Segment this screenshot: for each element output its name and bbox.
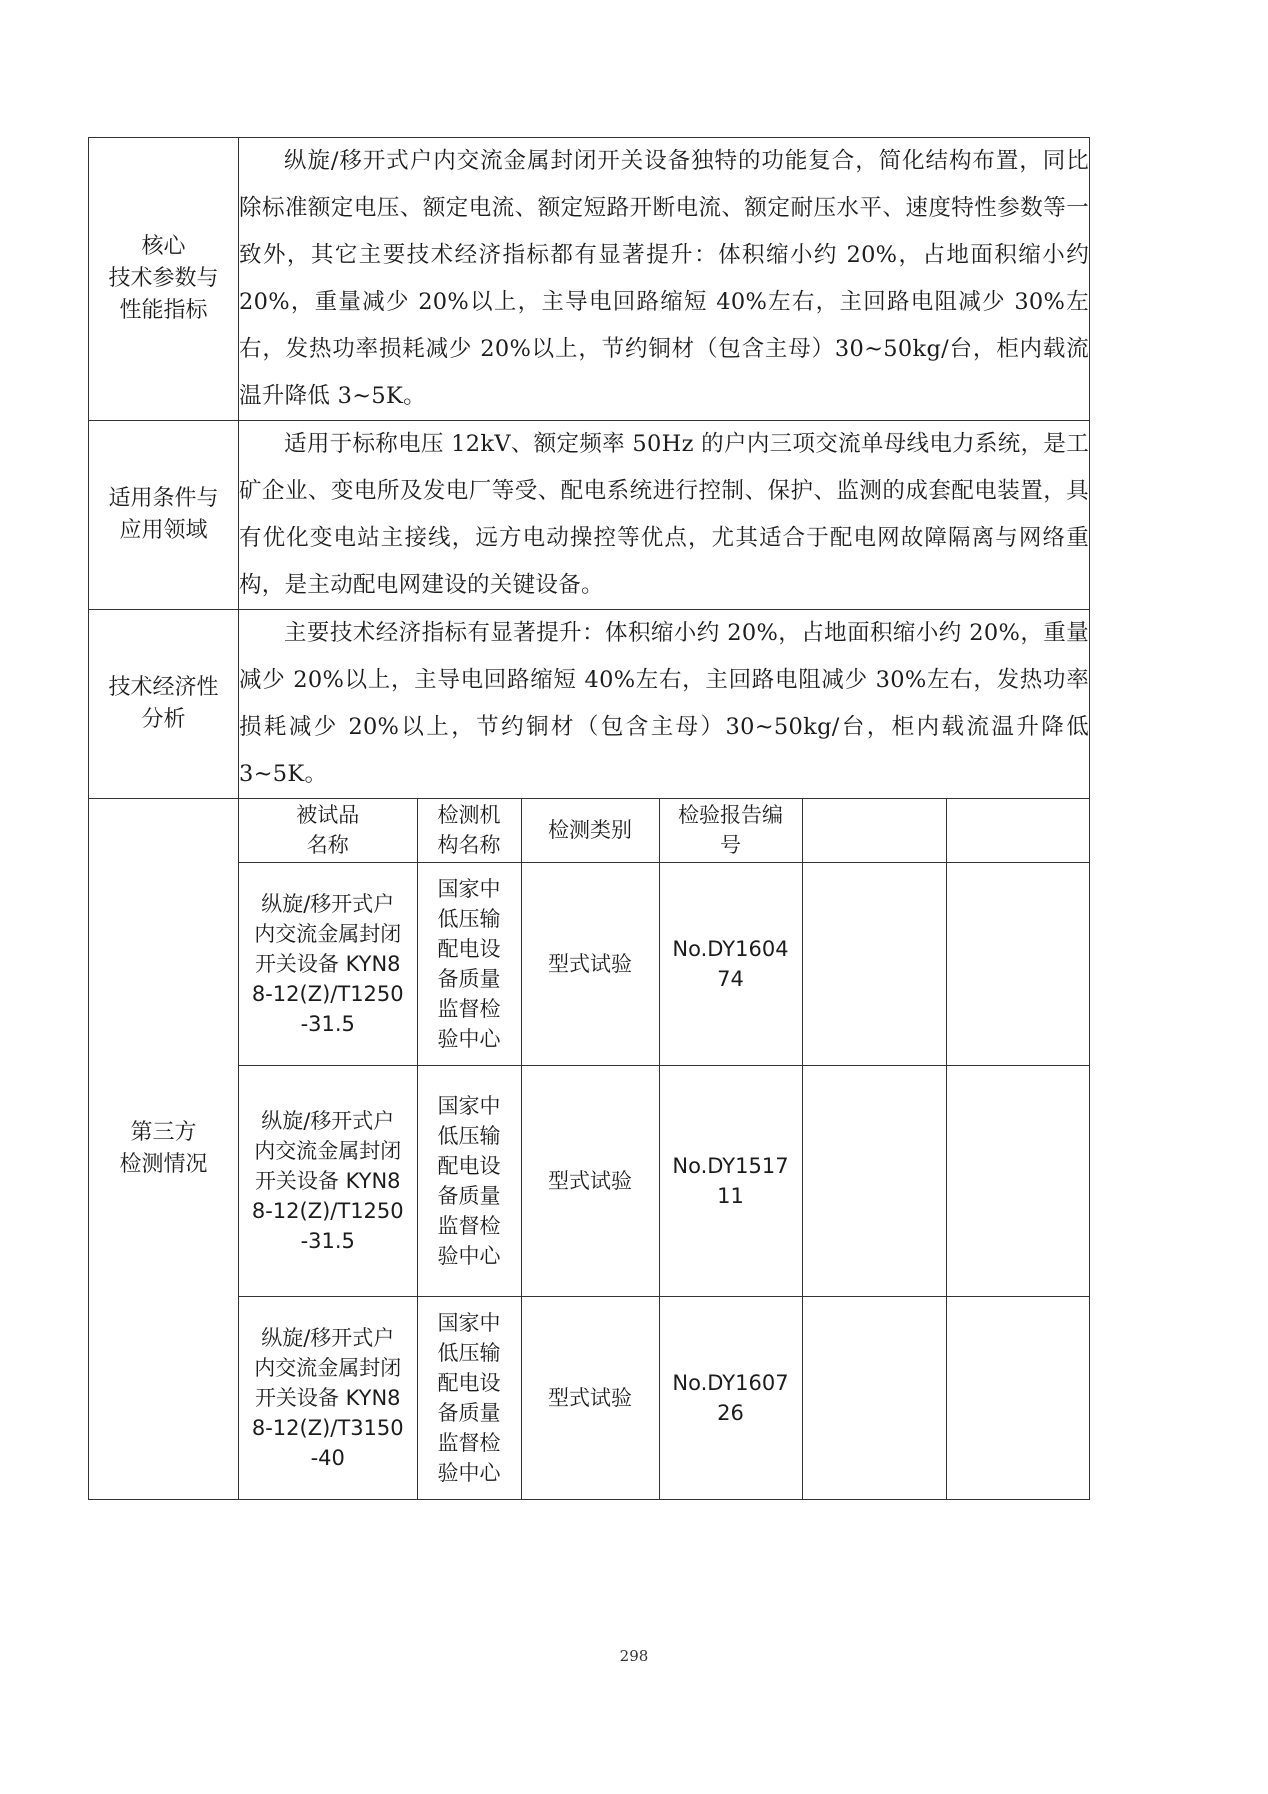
economic-analysis-content	[239, 610, 1090, 799]
table-row	[89, 138, 1090, 421]
table-row	[89, 421, 1090, 610]
sample-name-cell: 纵旋/移开式户内交流金属封闭开关设备 KYN88-12(Z)/T3150-40	[239, 1296, 417, 1499]
report-number-cell: No.DY160474	[659, 862, 802, 1065]
header-test-category: 检测类别	[521, 799, 659, 862]
agency-cell: 国家中低压输配电设备质量监督检验中心	[417, 862, 521, 1065]
row-label-economic-analysis: 技术经济性 分析	[89, 610, 239, 799]
header-empty-2	[946, 799, 1090, 862]
agency-cell: 国家中低压输配电设备质量监督检验中心	[417, 1296, 521, 1499]
agency-cell: 国家中低压输配电设备质量监督检验中心	[417, 1065, 521, 1296]
header-agency-name: 检测机构名称	[417, 799, 521, 862]
applicable-conditions-text: 适用于标称电压 12kV、额定频率 50Hz 的户内三项交流单母线电力系统，是工矿企业、变电所及发电厂等受、配电系统进行控制、保护、监测的成套配电装置，具有优化变电站主接线，远方电动操控等优点，尤其适合于配电网故障隔离与网络重构，是主动配电网建设的关键设备。	[239, 431, 1089, 598]
technical-info-table	[88, 137, 1090, 1500]
empty-cell	[946, 862, 1090, 1065]
page-number: 298	[619, 1647, 649, 1665]
report-number-cell: No.DY151711	[659, 1065, 802, 1296]
header-sample-name: 被试品 名称	[239, 799, 417, 862]
table-row	[89, 799, 1090, 1500]
table-row	[239, 862, 1090, 1065]
table-row	[239, 1065, 1090, 1296]
empty-cell	[802, 862, 946, 1065]
category-cell: 型式试验	[521, 1065, 659, 1296]
category-cell: 型式试验	[521, 1296, 659, 1499]
core-parameters-content	[239, 138, 1090, 421]
table-row	[239, 1296, 1090, 1499]
core-parameters-text: 纵旋/移开式户内交流金属封闭开关设备独特的功能复合，简化结构布置，同比除标准额定电压、额定电流、额定短路开断电流、额定耐压水平、速度特性参数等一致外，其它主要技术经济指标都有显著提升：体积缩小约 20%，占地面积缩小约 20%，重量减少 20%以上，主导电回路缩短 40%左右，主回路电阻减少 30%左右，发热功率损耗减少 20%以上，节约铜材（包含主母）30~50kg/台，柜内载流温升降低 3~5K。	[239, 148, 1089, 409]
empty-cell	[946, 1065, 1090, 1296]
sample-name-cell: 纵旋/移开式户内交流金属封闭开关设备 KYN88-12(Z)/T1250-31.5	[239, 862, 417, 1065]
economic-analysis-text: 主要技术经济指标有显著提升：体积缩小约 20%，占地面积缩小约 20%，重量减少 20%以上，主导电回路缩短 40%左右，主回路电阻减少 30%左右，发热功率损耗减少 20%以上，节约铜材（包含主母）30~50kg/台，柜内载流温升降低 3~5K。	[239, 620, 1089, 787]
row-label-third-party-testing: 第三方 检测情况	[89, 799, 239, 1500]
sample-name-cell: 纵旋/移开式户内交流金属封闭开关设备 KYN88-12(Z)/T1250-31.5	[239, 1065, 417, 1296]
header-empty-1	[802, 799, 946, 862]
report-number-cell: No.DY160726	[659, 1296, 802, 1499]
row-label-applicable-conditions: 适用条件与 应用领域	[89, 421, 239, 610]
applicable-conditions-content	[239, 421, 1090, 610]
empty-cell	[802, 1065, 946, 1296]
header-report-number: 检验报告编号	[659, 799, 802, 862]
empty-cell	[802, 1296, 946, 1499]
table-row	[89, 610, 1090, 799]
testing-table	[239, 799, 1090, 1499]
category-cell: 型式试验	[521, 862, 659, 1065]
row-label-core-parameters: 核心 技术参数与 性能指标	[89, 138, 239, 421]
empty-cell	[946, 1296, 1090, 1499]
testing-header-row	[239, 799, 1090, 862]
testing-content	[239, 799, 1090, 1500]
